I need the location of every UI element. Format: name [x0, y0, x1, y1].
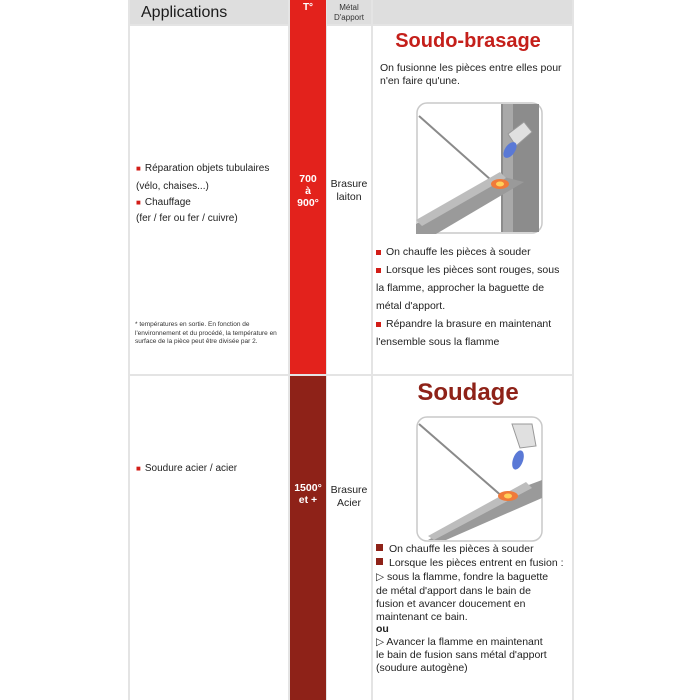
- bullet-icon: [376, 544, 383, 551]
- procedure-step: On chauffe les pièces à souder: [376, 246, 570, 258]
- header-empty-cell: [373, 0, 572, 24]
- procedure-substep-continued: le bain de fusion sans métal d'apport: [376, 649, 547, 661]
- procedure-substep-continued: fusion et avancer doucement en: [376, 598, 526, 610]
- procedure-step-continued: métal d'apport.: [376, 300, 446, 312]
- row2-metal-cell: [327, 376, 371, 700]
- application-item: ■ Réparation objets tubulaires: [136, 163, 270, 174]
- procedure-step: Lorsque les pièces entrent en fusion :: [376, 557, 570, 569]
- procedure-step: On chauffe les pièces à souder: [376, 543, 570, 555]
- procedure-substep-continued: (soudure autogène): [376, 662, 468, 674]
- procedure-substep-continued: maintenant ce bain.: [376, 611, 468, 623]
- procedure-substep-continued: de métal d'apport dans le bain de: [376, 585, 531, 597]
- row1-filler-metal: Brasure laiton: [330, 178, 368, 203]
- bullet-icon: [376, 250, 381, 255]
- procedure-substep: ▷ sous la flamme, fondre la baguette: [376, 571, 549, 583]
- procedure-step: Lorsque les pièces sont rouges, sous: [376, 264, 570, 276]
- header-temperature: T°: [302, 2, 314, 13]
- bullet-icon: ■: [136, 198, 141, 207]
- temperature-bar-very-high: [290, 376, 326, 700]
- procedure-step: Répandre la brasure en maintenant: [376, 318, 570, 330]
- application-item: ■ Soudure acier / acier: [136, 463, 238, 474]
- bullet-icon: [376, 558, 383, 565]
- application-item-detail: (fer / fer ou fer / cuivre): [136, 213, 238, 224]
- procedure-step-continued: la flamme, approcher la baguette de: [376, 282, 545, 294]
- header-applications: Applications: [141, 4, 228, 21]
- row1-temperature: 700 à 900°: [297, 173, 319, 209]
- row2-filler-metal: Brasure Acier: [330, 484, 368, 509]
- procedure-step-continued: l'ensemble sous la flamme: [376, 336, 500, 348]
- header-filler-metal: Métal D'apport: [334, 3, 364, 22]
- bullet-icon: [376, 268, 381, 273]
- procedure-intro: On fusionne les pièces entre elles pour n'en faire qu'une.: [380, 62, 562, 87]
- application-item: ■ Chauffage: [136, 197, 191, 208]
- application-item-detail: (vélo, chaises...): [136, 181, 209, 192]
- row2-applications-cell: [130, 376, 288, 700]
- bullet-icon: ■: [136, 464, 141, 473]
- bullet-icon: ■: [136, 164, 141, 173]
- row2-temperature: 1500° et +: [294, 482, 322, 506]
- procedure-substep: ▷ Avancer la flamme en maintenant: [376, 636, 543, 648]
- bullet-icon: [376, 322, 381, 327]
- welding-illustration: [416, 416, 543, 542]
- procedure-title-soudage: Soudage: [417, 379, 519, 406]
- procedure-title-soudo-brasage: Soudo-brasage: [395, 30, 541, 52]
- brazing-illustration: [416, 102, 543, 234]
- procedure-or: ou: [376, 623, 389, 635]
- temperature-footnote: * températures en sortie. En fonction de l'environnement et du procédé, la température en surface de la pièce peut être divisée par 2.: [135, 321, 277, 345]
